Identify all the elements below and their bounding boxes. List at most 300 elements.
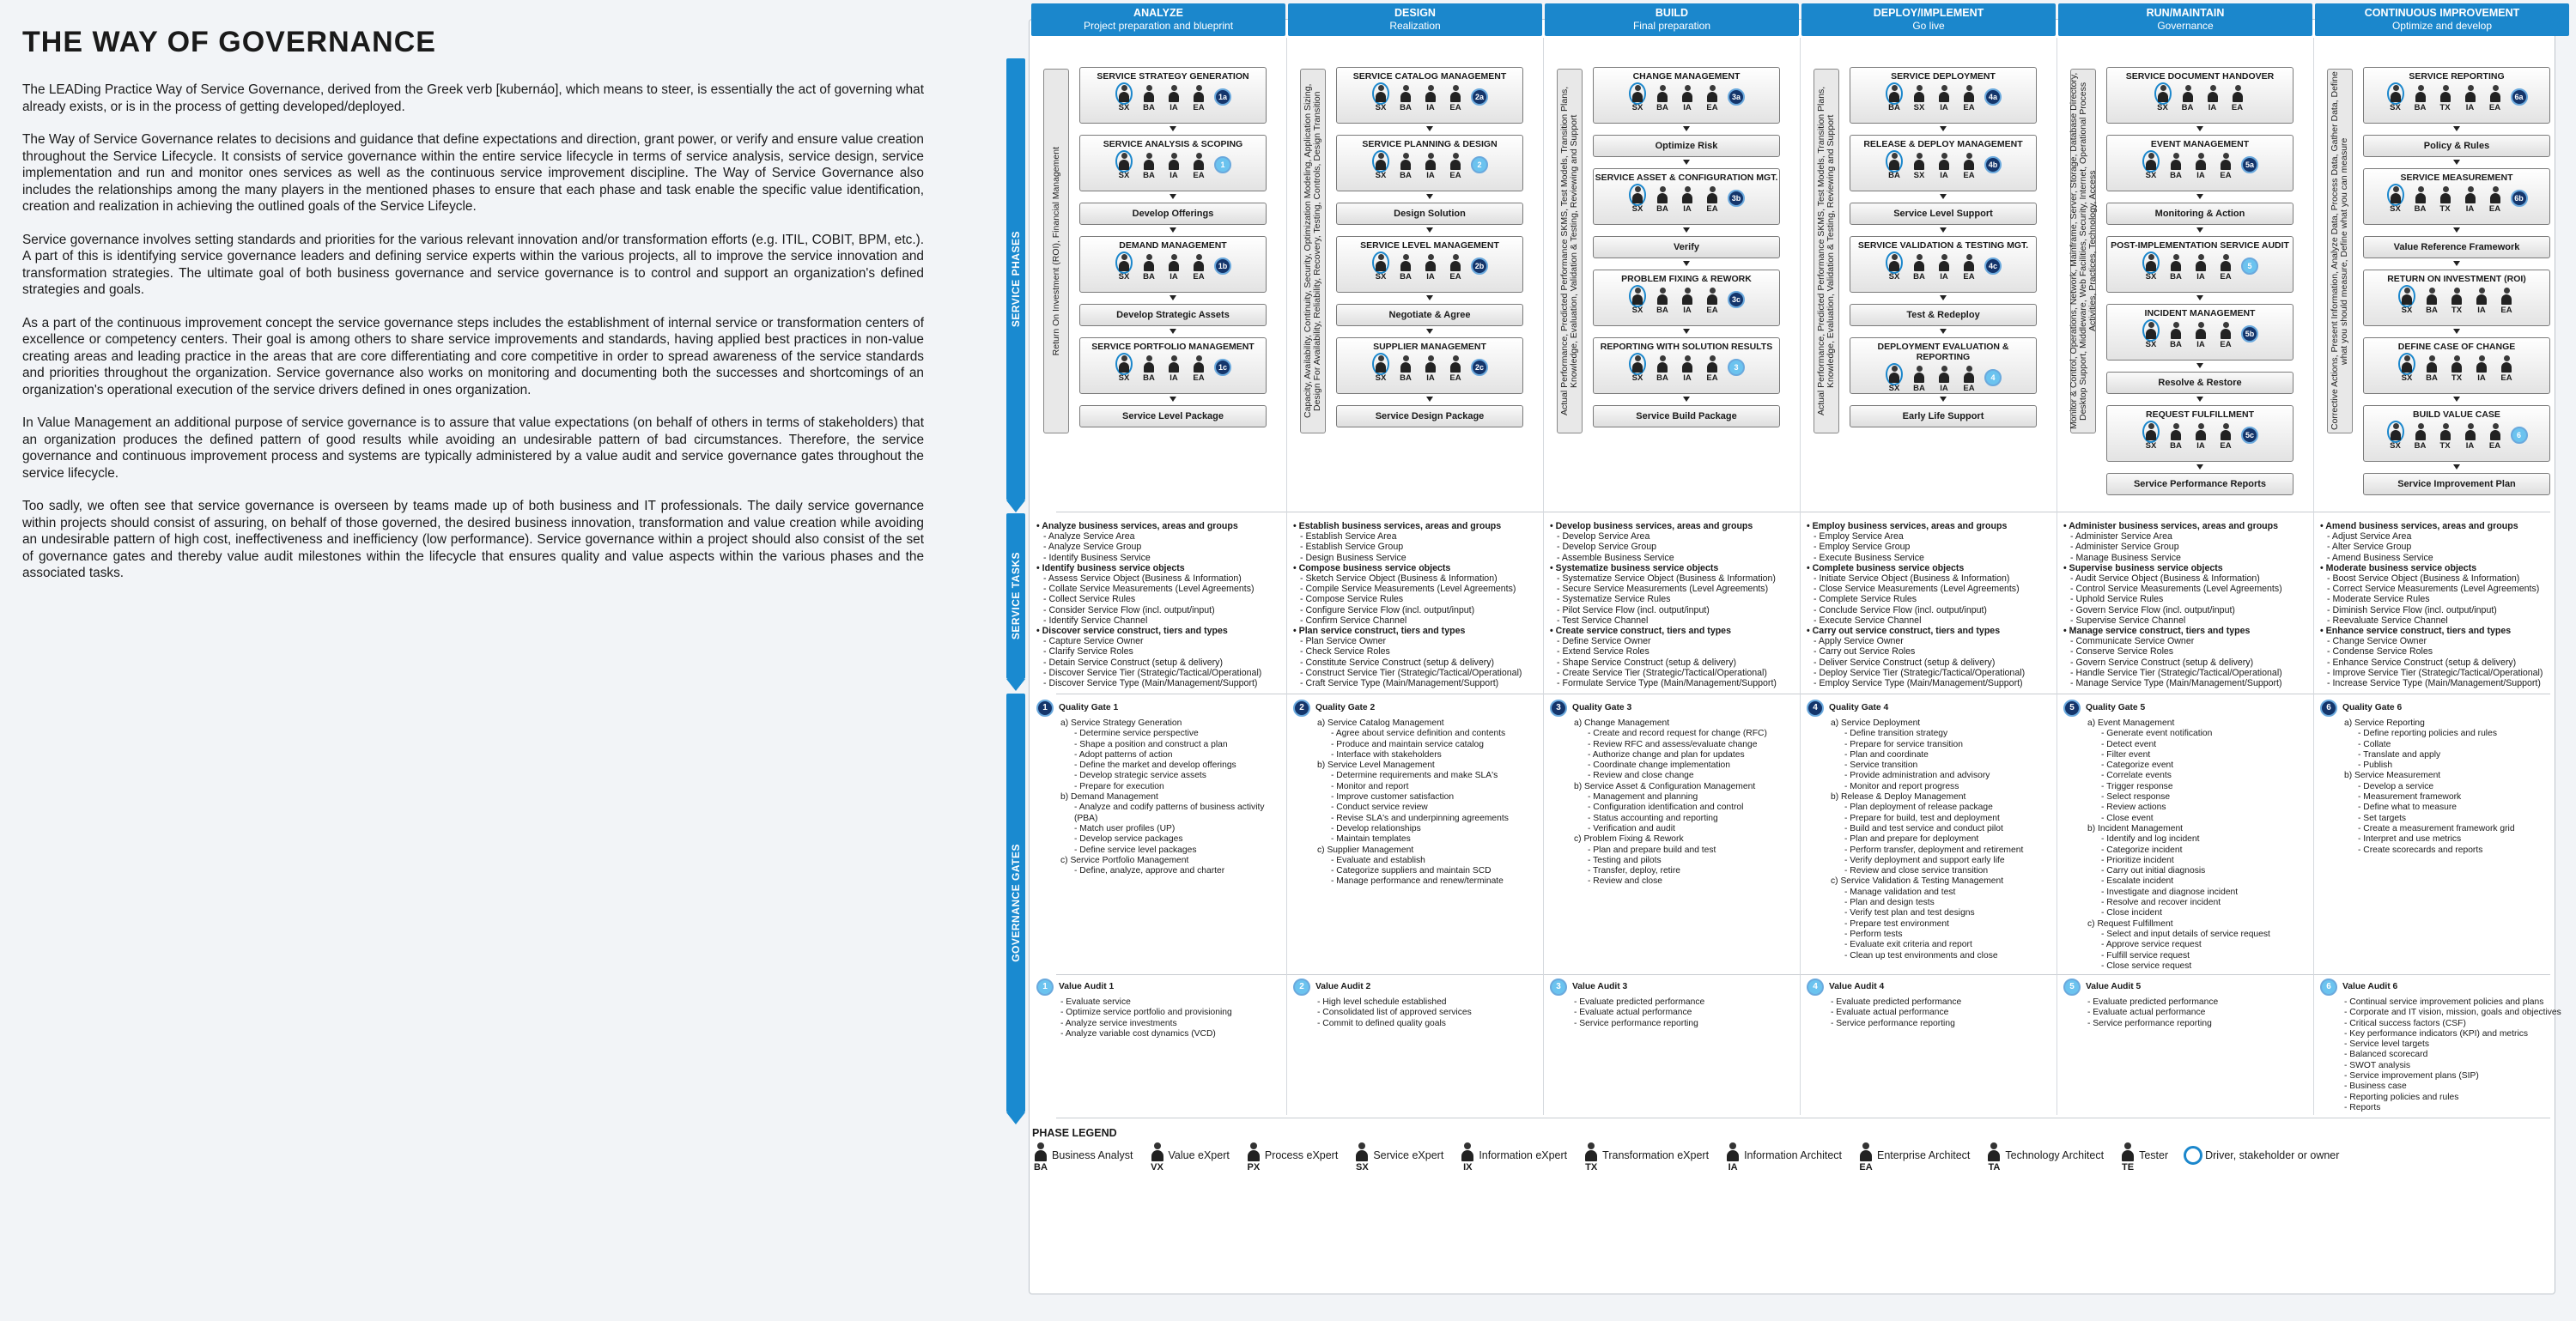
person-icon bbox=[1118, 355, 1130, 373]
process-step: Value Reference Framework bbox=[2363, 236, 2550, 258]
person-icon bbox=[2195, 153, 2207, 170]
legend-item-owner bbox=[2184, 1146, 2339, 1173]
task-item: - Deliver Service Construct (setup & delivery) bbox=[1814, 657, 1996, 668]
role-code: EA bbox=[1963, 103, 1975, 112]
service-roles bbox=[1337, 254, 1522, 282]
quality-gate-line: - Categorize event bbox=[2101, 760, 2174, 771]
quality-gate-line: b) Incident Management bbox=[2087, 823, 2184, 833]
role-code: SX bbox=[1631, 103, 1643, 112]
task-item: - Adjust Service Area bbox=[2327, 531, 2412, 542]
person-icon bbox=[2390, 186, 2402, 203]
role-code: SX bbox=[1631, 204, 1643, 214]
person-icon bbox=[1449, 254, 1461, 271]
process-step: Monitoring & Action bbox=[2106, 203, 2293, 225]
person-icon bbox=[2489, 186, 2501, 203]
value-audit-line: - Reports bbox=[2344, 1102, 2381, 1112]
role-sx bbox=[1115, 254, 1133, 282]
person-icon bbox=[2170, 423, 2182, 440]
quality-gate-line: - Categorize incident bbox=[2101, 845, 2183, 855]
legend-person bbox=[1583, 1142, 1600, 1173]
process-step: Test & Redeploy bbox=[1850, 304, 2037, 326]
value-audit-line: - Service performance reporting bbox=[1574, 1018, 1698, 1028]
role-ia bbox=[2203, 85, 2222, 112]
process-step: Service Improvement Plan bbox=[2363, 473, 2550, 495]
role-ia bbox=[2472, 288, 2491, 315]
role-code: BA bbox=[2170, 441, 2182, 451]
gate-badge: 5a bbox=[2241, 156, 2258, 173]
quality-gate-line: - Review actions bbox=[2101, 803, 2166, 813]
section-label-gates: GOVERNANCE GATES bbox=[1006, 694, 1025, 1112]
flow-arrow-icon bbox=[1683, 397, 1690, 402]
quality-gate-line: - Clean up test environments and close bbox=[1844, 950, 1998, 960]
quality-gate-line: - Transfer, deploy, retire bbox=[1588, 866, 1680, 876]
role-code: IA bbox=[1170, 373, 1178, 383]
person-icon bbox=[2451, 355, 2463, 373]
service-roles bbox=[2364, 423, 2549, 451]
role-sx bbox=[2142, 254, 2160, 282]
quality-gate-line: - Collate bbox=[2358, 739, 2391, 749]
value-audit bbox=[1036, 979, 1285, 1039]
service-roles bbox=[1337, 85, 1522, 112]
audit-number-icon: 6 bbox=[2320, 979, 2337, 996]
role-code: IA bbox=[1426, 272, 1435, 282]
role-code: BA bbox=[2170, 272, 2182, 282]
person-icon bbox=[2170, 254, 2182, 271]
person-icon bbox=[2220, 153, 2232, 170]
flow-arrow-icon bbox=[1683, 227, 1690, 233]
role-sx bbox=[1115, 355, 1133, 383]
role-ia bbox=[1421, 153, 1440, 180]
person-icon bbox=[1963, 254, 1975, 271]
quality-gate-line: - Define service level packages bbox=[1074, 845, 1197, 855]
quality-gate-line: - Analyze and codify patterns of business activity bbox=[1074, 803, 1265, 813]
phase-info-bar bbox=[2070, 69, 2096, 433]
role-code: BA bbox=[1400, 103, 1412, 112]
service-name: SERVICE PORTFOLIO MANAGEMENT bbox=[1091, 342, 1255, 352]
person-icon bbox=[1375, 153, 1387, 170]
role-code: BA bbox=[2426, 306, 2438, 315]
person-icon bbox=[1681, 85, 1693, 102]
service-roles bbox=[1080, 153, 1266, 180]
audit-number-icon: 4 bbox=[1807, 979, 1824, 996]
role-ia bbox=[1678, 186, 1697, 214]
gate-badge: 6a bbox=[2511, 88, 2528, 106]
quality-gate-line: (PBA) bbox=[1074, 813, 1098, 823]
task-item: - Analyze Service Group bbox=[1043, 542, 1142, 553]
person-icon bbox=[2145, 423, 2157, 440]
value-audit-line: - Evaluate service bbox=[1060, 997, 1131, 1007]
phase-header bbox=[2058, 3, 2312, 36]
phase-subtitle: Optimize and develop bbox=[2391, 20, 2493, 32]
value-audit-line: - SWOT analysis bbox=[2344, 1060, 2411, 1070]
person-icon bbox=[2426, 355, 2438, 373]
task-item: - Govern Service Construct (setup & delivery) bbox=[2070, 657, 2254, 668]
service-roles bbox=[2107, 254, 2293, 282]
service-name: REPORTING WITH SOLUTION RESULTS bbox=[1600, 342, 1773, 352]
role-ia bbox=[2461, 186, 2480, 214]
role-ia bbox=[1421, 355, 1440, 383]
task-item: - Formulate Service Type (Main/Management/Support) bbox=[1557, 678, 1777, 689]
service-box bbox=[1850, 135, 2037, 191]
flow-arrow-icon bbox=[1940, 227, 1947, 233]
role-sx bbox=[2386, 85, 2405, 112]
service-box bbox=[1079, 67, 1267, 124]
role-ba bbox=[1885, 153, 1904, 180]
person-icon bbox=[2220, 322, 2232, 339]
role-code: IA bbox=[2208, 103, 2217, 112]
person-icon bbox=[2500, 288, 2512, 305]
role-ba bbox=[2422, 355, 2441, 383]
person-icon bbox=[1400, 153, 1412, 170]
role-code: BA bbox=[1143, 272, 1155, 282]
value-audit-line: - Service performance reporting bbox=[1831, 1018, 1955, 1028]
quality-gate-line: b) Service Asset & Configuration Management bbox=[1574, 781, 1756, 791]
role-code: SX bbox=[1375, 171, 1387, 180]
service-box bbox=[2106, 405, 2293, 462]
flow-arrow-icon bbox=[1426, 397, 1433, 402]
quality-gate-line: - Monitor and report bbox=[1331, 781, 1409, 791]
role-code: IA bbox=[1426, 171, 1435, 180]
quality-gate-line: - Testing and pilots bbox=[1588, 855, 1662, 865]
quality-gate-line: - Review and close change bbox=[1588, 771, 1694, 781]
flow-arrow-icon bbox=[1170, 397, 1176, 402]
flow-arrow-icon bbox=[2453, 397, 2460, 402]
section-label-tasks: SERVICE TASKS bbox=[1006, 513, 1025, 679]
phase-info-bar bbox=[1300, 69, 1326, 433]
role-ba bbox=[2166, 153, 2185, 180]
legend-code: TE bbox=[2122, 1162, 2135, 1173]
phase-name: DEPLOY/IMPLEMENT bbox=[1873, 7, 1984, 19]
role-code: EA bbox=[1193, 272, 1205, 282]
person-icon bbox=[1938, 153, 1950, 170]
quality-gate bbox=[1036, 700, 1285, 876]
task-group: • Manage service construct, tiers and types bbox=[2063, 626, 2251, 637]
role-code: BA bbox=[1400, 272, 1412, 282]
gate-badge: 4c bbox=[1984, 258, 2002, 275]
quality-gate-line: - Verify test plan and test designs bbox=[1844, 908, 1975, 918]
role-ea bbox=[1189, 254, 1208, 282]
task-item: - Condense Service Roles bbox=[2327, 646, 2433, 657]
legend-label: Information eXpert bbox=[1479, 1149, 1568, 1161]
quality-gate-line: - Monitor and report progress bbox=[1844, 781, 1959, 791]
gate-badge: 1b bbox=[1214, 258, 1231, 275]
phase-info-text: Corrective Actions, Present Information, Analyze Data, Process Data, Gather Data, Define what you should measure, Define what you can measure bbox=[2330, 71, 2349, 431]
quality-gate-line: b) Release & Deploy Management bbox=[1831, 792, 1966, 803]
person-icon bbox=[1375, 254, 1387, 271]
service-name: SERVICE ANALYSIS & SCOPING bbox=[1103, 139, 1243, 149]
person-icon bbox=[1706, 186, 1718, 203]
role-ia bbox=[1935, 153, 1953, 180]
gate-badge: 3a bbox=[1728, 88, 1745, 106]
role-code: SX bbox=[2145, 441, 2157, 451]
person-icon bbox=[2415, 423, 2427, 440]
process-step: Verify bbox=[1593, 236, 1780, 258]
process-step: Optimize Risk bbox=[1593, 135, 1780, 157]
person-icon bbox=[1706, 85, 1718, 102]
legend-person bbox=[1985, 1142, 2002, 1173]
flow-arrow-icon bbox=[2453, 329, 2460, 334]
role-code: EA bbox=[1963, 384, 1975, 393]
service-roles bbox=[1080, 85, 1266, 112]
role-code: IA bbox=[2196, 272, 2205, 282]
person-icon bbox=[1938, 254, 1950, 271]
role-ba bbox=[2166, 322, 2185, 349]
role-code: SX bbox=[1631, 306, 1643, 315]
role-sx bbox=[2397, 288, 2416, 315]
person-icon bbox=[1143, 254, 1155, 271]
legend-code: TA bbox=[1988, 1162, 2001, 1173]
phase-name: CONTINUOUS IMPROVEMENT bbox=[2364, 7, 2520, 19]
gate-number-icon: 1 bbox=[1036, 700, 1054, 717]
role-ia bbox=[2461, 423, 2480, 451]
person-icon bbox=[2476, 288, 2488, 305]
role-ea bbox=[1446, 153, 1465, 180]
service-box bbox=[2106, 236, 2293, 293]
flow-arrow-icon bbox=[2196, 363, 2203, 368]
task-item: - Govern Service Flow (incl. output/input) bbox=[2070, 604, 2235, 615]
legend-code: VX bbox=[1151, 1162, 1163, 1173]
value-audit bbox=[1550, 979, 1799, 1029]
role-code: SX bbox=[1118, 171, 1130, 180]
legend-label: Process eXpert bbox=[1264, 1149, 1339, 1161]
process-step: Service Build Package bbox=[1593, 405, 1780, 427]
role-code: EA bbox=[2220, 272, 2232, 282]
quality-gate-line: - Evaluate exit criteria and report bbox=[1844, 940, 1972, 950]
service-box bbox=[1850, 337, 2037, 394]
role-code: BA bbox=[2414, 441, 2427, 451]
task-item: - Check Service Roles bbox=[1300, 646, 1390, 657]
person-icon bbox=[1987, 1142, 2001, 1161]
quality-gate-line: - Plan and prepare build and test bbox=[1588, 845, 1716, 855]
task-item: - Define Service Owner bbox=[1557, 636, 1651, 647]
service-roles bbox=[2107, 322, 2293, 349]
phase-info-text: Actual Performance, Predicted Performance SKMS, Test Models, Transition Plans, Knowledge, Evaluation, Validation & Testing, Reviewing and Support bbox=[1816, 86, 1836, 416]
flow-arrow-icon bbox=[2196, 397, 2203, 402]
task-group: • Enhance service construct, tiers and types bbox=[2320, 626, 2512, 637]
role-code: SX bbox=[2145, 340, 2157, 349]
quality-gate bbox=[1807, 700, 2056, 961]
legend-label: Transformation eXpert bbox=[1602, 1149, 1710, 1161]
quality-gate-line: - Develop strategic service assets bbox=[1074, 771, 1206, 781]
person-icon bbox=[1888, 254, 1900, 271]
task-item: - Conclude Service Flow (incl. output/input) bbox=[1814, 604, 1987, 615]
flow-arrow-icon bbox=[1170, 295, 1176, 300]
person-icon bbox=[2220, 254, 2232, 271]
phase-subtitle: Realization bbox=[1389, 20, 1441, 32]
phase-header bbox=[1031, 3, 1285, 36]
task-item: - Shape Service Construct (setup & delivery) bbox=[1557, 657, 1737, 668]
role-code: EA bbox=[1963, 272, 1975, 282]
quality-gate-line: - Verification and audit bbox=[1588, 823, 1675, 833]
role-ba bbox=[1653, 85, 1672, 112]
role-code: IA bbox=[2465, 103, 2475, 112]
quality-gate bbox=[2320, 700, 2569, 856]
role-code: IA bbox=[1683, 373, 1692, 383]
role-code: BA bbox=[2181, 103, 2194, 112]
value-audit-line: - Critical success factors (CSF) bbox=[2344, 1018, 2466, 1028]
person-icon bbox=[1681, 186, 1693, 203]
quality-gate-line: - Investigate and diagnose incident bbox=[2101, 887, 2239, 897]
role-ba bbox=[1910, 366, 1929, 393]
legend-person bbox=[2119, 1142, 2136, 1173]
quality-gate-line: - Plan and design tests bbox=[1844, 898, 1935, 908]
task-item: - Handle Service Tier (Strategic/Tactical/Operational) bbox=[2070, 667, 2282, 678]
role-ba bbox=[2166, 254, 2185, 282]
person-icon bbox=[2415, 186, 2427, 203]
task-item: - Develop Service Area bbox=[1557, 531, 1650, 542]
flow-arrow-icon bbox=[1940, 126, 1947, 131]
role-code: IA bbox=[1940, 171, 1948, 180]
flow-arrow-icon bbox=[2453, 227, 2460, 233]
role-code: SX bbox=[2157, 103, 2168, 112]
person-icon bbox=[2464, 186, 2476, 203]
quality-gate-header bbox=[1293, 700, 1542, 717]
service-name: POST-IMPLEMENTATION SERVICE AUDIT bbox=[2111, 240, 2289, 251]
role-ea bbox=[2486, 186, 2505, 214]
quality-gate-line: - Define what to measure bbox=[2358, 803, 2458, 813]
role-code: EA bbox=[1706, 204, 1718, 214]
legend-code: TX bbox=[1585, 1162, 1598, 1173]
task-item: - Constitute Service Construct (setup & delivery) bbox=[1300, 657, 1495, 668]
role-sx bbox=[1885, 254, 1904, 282]
role-code: BA bbox=[1888, 171, 1900, 180]
service-name: DEMAND MANAGEMENT bbox=[1119, 240, 1227, 251]
task-item: - Establish Service Group bbox=[1300, 542, 1404, 553]
role-ea bbox=[2228, 85, 2247, 112]
value-audit-header bbox=[1550, 979, 1799, 996]
role-code: IA bbox=[2465, 441, 2475, 451]
service-name: SERVICE MEASUREMENT bbox=[2400, 173, 2513, 183]
flow-arrow-icon bbox=[1426, 295, 1433, 300]
role-code: BA bbox=[2414, 204, 2427, 214]
quality-gate-line: - Prepare for execution bbox=[1074, 781, 1164, 791]
role-sx bbox=[1371, 355, 1390, 383]
quality-gate-line: - Determine service perspective bbox=[1074, 729, 1199, 739]
gate-number-icon: 2 bbox=[1293, 700, 1310, 717]
task-item: - Reevaluate Service Channel bbox=[2327, 615, 2448, 626]
legend-code: SX bbox=[1355, 1162, 1369, 1173]
service-roles bbox=[1337, 355, 1522, 383]
quality-gate-line: - Build and test service and conduct pilot bbox=[1844, 823, 2003, 833]
role-ba bbox=[1139, 153, 1158, 180]
intro-paragraph: Too sadly, we often see that service governance is overseen by teams made up of both business and IT professionals. The daily service governance within projects should consist of assuring, on behalf of those governed, the desired business innovation, transformation and value creation while avoiding an undesirable pattern of high cost, ineffectiveness and inefficiency (low performance). Service governance within a project should also consist of the set of governance gates and thereby value audit milestones within the lifecycle that ensures quality and value aspects within the various phases and the associated tasks. bbox=[22, 499, 924, 580]
task-item: - Enhance Service Construct (setup & delivery) bbox=[2327, 657, 2517, 668]
service-box bbox=[1593, 270, 1780, 326]
task-item: - Increase Service Type (Main/Management/Support) bbox=[2327, 678, 2541, 689]
phase-name: DESIGN bbox=[1394, 7, 1436, 19]
person-icon bbox=[1400, 254, 1412, 271]
service-name: PROBLEM FIXING & REWORK bbox=[1621, 274, 1752, 284]
value-audit-line: - Service performance reporting bbox=[2087, 1018, 2212, 1028]
service-name: SERVICE DEPLOYMENT bbox=[1891, 71, 1996, 82]
service-box bbox=[1079, 337, 1267, 394]
service-name: SERVICE CATALOG MANAGEMENT bbox=[1352, 71, 1507, 82]
task-item: - Collate Service Measurements (Level Agreements) bbox=[1043, 584, 1255, 595]
person-icon bbox=[1963, 153, 1975, 170]
quality-gate-line: - Select and input details of service request bbox=[2101, 929, 2270, 939]
person-icon bbox=[1681, 355, 1693, 373]
role-code: IA bbox=[2196, 171, 2205, 180]
flow-arrow-icon bbox=[2196, 194, 2203, 199]
task-group: • Employ business services, areas and groups bbox=[1807, 521, 2008, 531]
role-code: SX bbox=[1375, 103, 1387, 112]
quality-gate-line: - Manage performance and renew/terminate bbox=[1331, 876, 1504, 887]
role-sx bbox=[2142, 423, 2160, 451]
role-code: BA bbox=[1656, 373, 1668, 383]
legend-label: Driver, stakeholder or owner bbox=[2205, 1149, 2340, 1161]
task-item: - Diminish Service Flow (incl. output/input) bbox=[2327, 604, 2497, 615]
role-ia bbox=[1678, 85, 1697, 112]
person-icon bbox=[1888, 85, 1900, 102]
role-ia bbox=[1935, 85, 1953, 112]
quality-gate-line: - Create scorecards and reports bbox=[2358, 845, 2483, 855]
quality-gate-line: - Translate and apply bbox=[2358, 749, 2441, 760]
person-icon bbox=[2170, 153, 2182, 170]
role-ea bbox=[2216, 153, 2235, 180]
phase-legend bbox=[1032, 1127, 2543, 1173]
value-audit-line: - Evaluate predicted performance bbox=[1831, 997, 1962, 1007]
legend-item bbox=[1583, 1142, 1709, 1173]
person-icon bbox=[1913, 366, 1925, 383]
role-code: IA bbox=[1426, 373, 1435, 383]
person-icon bbox=[1034, 1142, 1048, 1161]
legend-person bbox=[1245, 1142, 1262, 1173]
role-ea bbox=[2486, 423, 2505, 451]
role-code: BA bbox=[2170, 171, 2182, 180]
value-audit-line: - Evaluate predicted performance bbox=[1574, 997, 1705, 1007]
quality-gate-line: b) Service Level Management bbox=[1317, 760, 1435, 771]
role-code: TX bbox=[2451, 306, 2463, 315]
person-icon bbox=[1118, 153, 1130, 170]
role-ia bbox=[1421, 85, 1440, 112]
quality-gate-line: c) Request Fulfillment bbox=[2087, 918, 2173, 929]
person-icon bbox=[1375, 85, 1387, 102]
person-icon bbox=[2145, 322, 2157, 339]
role-ea bbox=[1703, 186, 1722, 214]
role-ia bbox=[1164, 153, 1183, 180]
service-box bbox=[1593, 168, 1780, 225]
role-ea bbox=[1446, 85, 1465, 112]
quality-gate-line: - Prioritize incident bbox=[2101, 855, 2174, 865]
value-audit-line: - Commit to defined quality goals bbox=[1317, 1018, 1446, 1028]
task-item: - Uphold Service Rules bbox=[2070, 594, 2164, 605]
value-audit-line: - Key performance indicators (KPI) and metrics bbox=[2344, 1028, 2529, 1039]
value-audit-line: - Consolidated list of approved services bbox=[1317, 1008, 1472, 1018]
quality-gate-line: a) Event Management bbox=[2087, 718, 2175, 728]
role-sx bbox=[1371, 85, 1390, 112]
role-code: IA bbox=[1683, 204, 1692, 214]
role-ea bbox=[1189, 355, 1208, 383]
task-item: - Test Service Channel bbox=[1557, 615, 1649, 626]
quality-gate-line: b) Demand Management bbox=[1060, 792, 1158, 803]
service-name: SERVICE VALIDATION & TESTING MGT. bbox=[1857, 240, 2029, 251]
role-code: EA bbox=[2500, 306, 2512, 315]
quality-gate-line: - Identify and log incident bbox=[2101, 834, 2200, 845]
role-tx bbox=[2436, 186, 2455, 214]
person-icon bbox=[1938, 85, 1950, 102]
task-item: - Compile Service Measurements (Level Agreements) bbox=[1300, 584, 1516, 595]
person-icon bbox=[1963, 85, 1975, 102]
role-code: EA bbox=[2231, 103, 2244, 112]
task-item: - Employ Service Area bbox=[1814, 531, 1904, 542]
quality-gate-line: - Publish bbox=[2358, 760, 2393, 771]
service-name: SERVICE DOCUMENT HANDOVER bbox=[2125, 71, 2275, 82]
service-roles bbox=[1337, 153, 1522, 180]
role-code: EA bbox=[2488, 103, 2501, 112]
role-code: BA bbox=[2170, 340, 2182, 349]
role-ba bbox=[2166, 423, 2185, 451]
process-step: Service Level Support bbox=[1850, 203, 2037, 225]
